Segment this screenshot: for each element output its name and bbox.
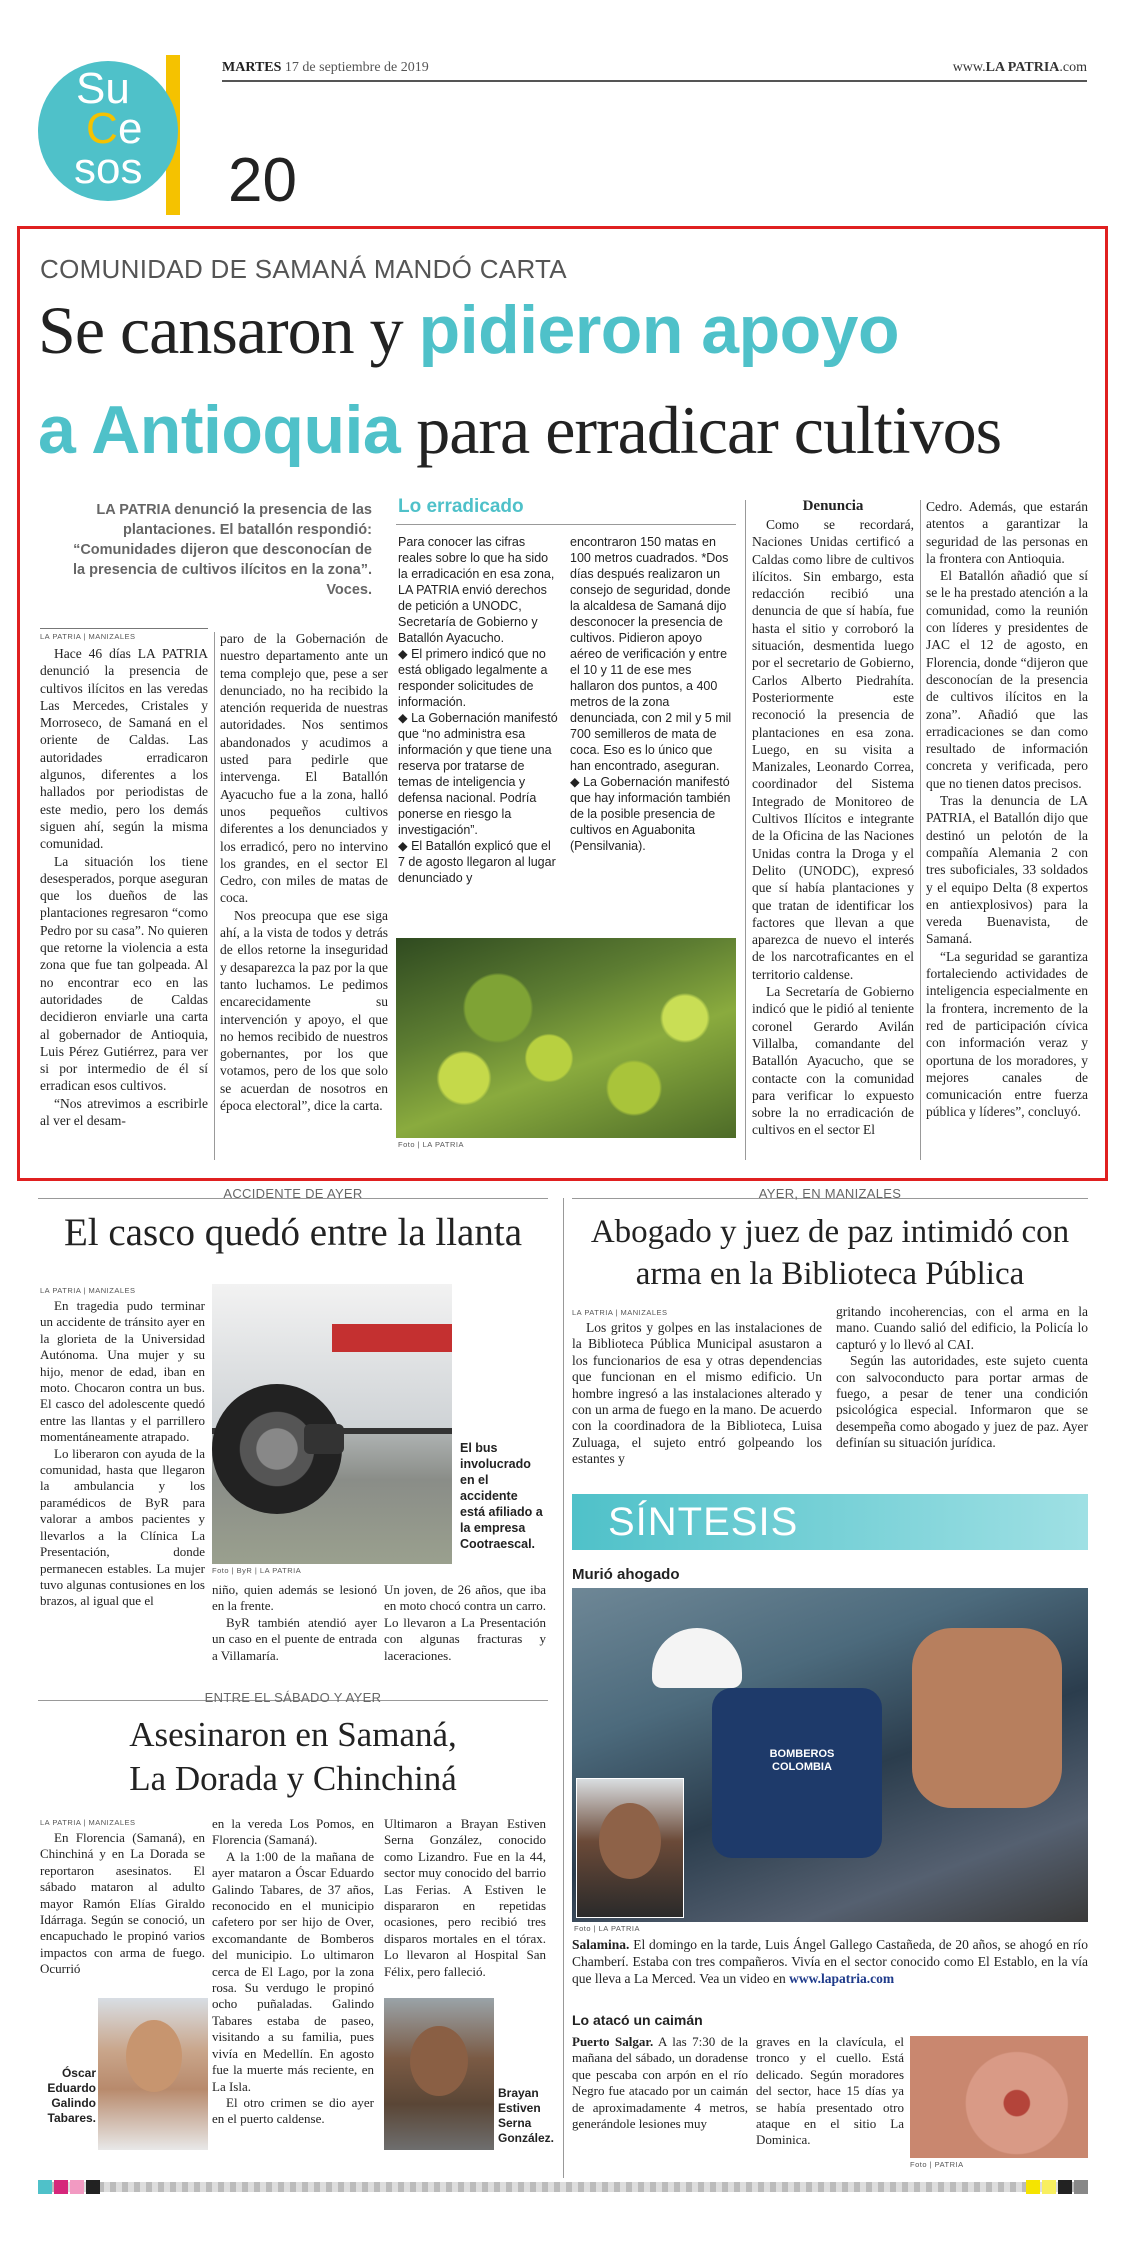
brayan-face [410, 2026, 468, 2096]
erradicado-title: Lo erradicado [398, 496, 524, 517]
lead-col1-p2: La situación los tiene desesperados, porque aseguran que los dueños de las plantaciones regresaron “como Pedro por su casa”. No quieren que retorne la violencia a esta zona que fue tan golpeada. Al no encontrar eco en las autoridades de Caldas decidieron enviarle una carta al gobernador de Antioquia, Luis Pérez Gutiérrez, para ver si por intermedio de él sí erradican esos cultivos. [40, 853, 208, 1094]
lower-center-divider [563, 1198, 564, 2178]
asesinaron-kicker: ENTRE EL SÁBADO Y AYER [204, 1690, 382, 1705]
lead-col2-p2: Nos preocupa que ese siga ahí, a la vista de todos y detrás de ellos retorne la inseguridad y desaparezca la paz por la que tanto luchamos. Le pedimos encarecidamente su intervención y apoyo, el que no hemos recibido de nuestros gobernantes, por los que votamos, pero de los que solo se acuerdan de nosotros en época electoral”, dice la carta. [220, 907, 388, 1114]
sintesis-banner [572, 1494, 1088, 1550]
inset-face [599, 1803, 661, 1879]
asesinaron-column-3 [384, 1816, 546, 1980]
wound-photo-credit: Foto | PATRIA [910, 2160, 964, 2169]
casco-column-3 [384, 1582, 546, 1664]
headline-part-a: Se cansaron y [38, 292, 419, 368]
casco-col2-p2: ByR también atendió ayer un caso en el puente de entrada a Villamaría. [212, 1614, 377, 1663]
erradicado-bullet-3: ◆ El Batallón explicó que el 7 de agosto llegaron al lugar denunciado y [398, 839, 556, 885]
abogado-headline-1: Abogado y juez de paz intimidó con [590, 1214, 1070, 1250]
brayan-caption: Brayan Estiven Serna González. [498, 2086, 555, 2145]
lead-col2-p1: paro de la Gobernación de nuestro departamento ante un tema complejo que, pese a ser denunciado, no ha recibido la atención requerida de nuestras autoridades. Nos sentimos abandonados y acudimos a usted para pedirle que intervenga. El Batallón Ayacucho fue a la zona, halló unos pequeños cultivos diferentes a los denunciados y los erradicó, pero no intervino los grandes, en el sector El Cedro, con miles de matas de coca. [220, 631, 388, 906]
lead-col4-p1: Como se recordará, Naciones Unidas certificó a Caldas como libre de cultivos ilícitos. Sin embargo, esta redacción recibió una denuncia de que sí había, fue hasta el sitio y corroboró la situación, desmentida luego por el secretario de Gobierno, Carlos Alberto Piedrahíta. Posteriormente este reconoció la presencia de plantaciones en esa zona. Luego, en su visita a Manizales, Leonardo Correa, coordinador del Sistema Integrado de Monitoreo de Cultivos Ilícitos e integrante de la Oficina de las Naciones Unidas contra la Droga y el Delito (UNODC), expresó que sí había plantaciones y que tratan de identificar los factores que llevan a que aparezca de nuevo el interés de los narcotraficantes en el territorio caldense. [752, 517, 914, 982]
abogado-kicker: AYER, EN MANIZALES [758, 1186, 902, 1201]
abogado-col2-p2: Según las autoridades, este sujeto cuenta con salvoconducto para portar armas de fuego, a pesar de tener una condición psicológica especial. Informaron que se desempeña como abogado y juez de paz. Ayer definían su situación jurídica. [836, 1353, 1088, 1451]
lapatria-link[interactable]: www.lapatria.com [789, 1971, 895, 1986]
erradicado-col2-text: encontraron 150 matas en 100 metros cuadrados. *Dos días después realizaron un consejo de seguridad, donde la alcaldesa de Samaná dijo desconocer la presencia de cultivos. Pidieron apoyo aéreo de verificación y entre el 10 y 11 de ese mes hallaron dos puntos, a 400 metros de la zona denunciada, con 2 mil y 5 mil 700 semilleros de mata de coca. Eso es lo único que han encontrado, aseguran. [570, 535, 732, 773]
wound-photo [910, 2036, 1088, 2158]
footer-swatch-gray [1074, 2180, 1088, 2194]
headline-part-b: pidieron apoyo [418, 292, 900, 368]
headline-part-c: a Antioquia [38, 392, 401, 468]
site-prefix: www. [952, 60, 986, 75]
lead-byline: LA PATRIA | MANIZALES [40, 632, 136, 641]
casco-byline: LA PATRIA | MANIZALES [40, 1286, 136, 1295]
ahogado-title: Murió ahogado [572, 1566, 680, 1583]
oscar-caption: Óscar Eduardo Galindo Tabares. [47, 2066, 96, 2125]
masthead-site[interactable] [953, 60, 1087, 76]
footer-swatch-yellow2 [1042, 2180, 1056, 2194]
lead-byline-rule [40, 628, 208, 629]
lead-col1-p3: “Nos atrevimos a escribirle al ver el desam- [40, 1095, 208, 1129]
erradicado-title-rule [396, 524, 736, 525]
caiman-column-1 [572, 2034, 748, 2132]
masthead-date [222, 60, 429, 76]
erradicado-bullet-4: ◆ La Gobernación manifestó que hay información también de la posible presencia de cultivos en Aguabonita (Pensilvania). [570, 775, 731, 853]
casco-column-1 [40, 1298, 205, 1610]
abogado-headline-2: arma en la Biblioteca Pública [635, 1256, 1025, 1292]
casco-col1-p2: Lo liberaron con ayuda de la comunidad, hasta que llegaron la ambulancia y los paramédicos de ByR para valorar a ambos pacientes y llevarlos a la Clínica La Presentación, donde permanecen estables. La mujer tuvo algunas contusiones en los brazos, al igual que el [40, 1445, 205, 1609]
logo-text-su: Su [76, 64, 130, 113]
lead-headline-line2 [38, 392, 1001, 468]
section-logo [38, 55, 180, 215]
erradicado-col-1 [398, 534, 560, 886]
abogado-col1-p1: Los gritos y golpes en las instalaciones de la Biblioteca Pública Municipal asustaron a los funcionarios de esa y otras dependencias que funcionan en el mismo edificio. Un hombre ingresó a las instalaciones alterado y con un arma de fuego en la mano. De acuerdo con la coordinadora de la Biblioteca, Luisa Zuluaga, el sujeto entró golpeando los estantes y [572, 1320, 822, 1467]
logo-text-e: e [118, 104, 143, 153]
brayan-photo [384, 1998, 494, 2150]
casco-headline: El casco quedó entre la llanta [63, 1211, 523, 1254]
masthead-day: MARTES [222, 60, 282, 75]
lead-col-divider-1 [214, 632, 215, 1160]
asesinaron-column-1 [40, 1830, 205, 1978]
footer-swatch-pink [70, 2180, 84, 2194]
footer-swatch-black2 [1058, 2180, 1072, 2194]
masthead-rule [222, 80, 1087, 82]
lead-summary: LA PATRIA denunció la presencia de las plantaciones. El batallón respondió: “Comunidades dijeron que desconocían de la presencia de cultivos ilícitos en la zona”. Voces. [73, 502, 372, 598]
sintesis-title: SÍNTESIS [608, 1500, 799, 1544]
helmet-debris [304, 1424, 344, 1454]
oscar-photo [98, 1998, 208, 2150]
abogado-column-1 [572, 1320, 822, 1468]
lead-col5-p3: Tras la denuncia de LA PATRIA, el Batallón dijo que destinó un pelotón de la compañía Alemania 2 con tres suboficiales, 33 soldados y el equipo Delta (8 expertos en antiexplosivos) para la vereda Buenavista, de Samaná. [926, 793, 1088, 947]
logo-text-sos: sos [74, 144, 143, 193]
site-suffix: .com [1059, 60, 1087, 75]
page-number: 20 [228, 146, 297, 215]
erradicado-bullet-1: ◆ El primero indicó que no está obligado legalmente a responder solicitudes de información. [398, 647, 548, 709]
inset-portrait [576, 1778, 684, 1918]
caiman-column-2 [756, 2034, 904, 2149]
lead-column-4 [752, 516, 914, 1139]
logo-text-c: C [86, 104, 118, 153]
coca-field-photo [396, 938, 736, 1138]
site-name: LA PATRIA [985, 60, 1060, 75]
asesinaron-col1-p1: En Florencia (Samaná), en Chinchiná y en La Dorada se reportaron asesinatos. El sábado mataron al adulto mayor Ramón Elías Giraldo Idárraga. Según se conoció, un encapuchado le propinó varios impactos con arma de fuego. Ocurrió [40, 1830, 205, 1977]
lead-col5-p2: El Batallón añadió que sí se le ha prestado atención a la comunidad, como la reunión con líderes y presidentes de JAC el 12 de agosto, en Florencia, donde “dijeron que desconocían de la presencia de cultivos ilícitos en la zona”. Añadió que las erradicaciones se dan como resultado de información concreta y verificada, pero que no tienen datos precisos. [926, 568, 1088, 791]
footer-swatch-magenta [54, 2180, 68, 2194]
ahogado-text [572, 1936, 1088, 1987]
casco-col2-p1: niño, quien además se lesionó en la frente. [212, 1582, 377, 1614]
caiman-col2-p: graves en la clavícula, el tronco y el cuello. Está delicado. Según moradores del sector, hace 15 días ya se había presentado otro ataque en el sitio La Dominica. [756, 2034, 904, 2148]
footer-swatch-black [86, 2180, 100, 2194]
lead-headline-line1 [38, 292, 899, 368]
casco-column-2 [212, 1582, 377, 1664]
lead-col-divider-4 [920, 500, 921, 1160]
asesinaron-byline: LA PATRIA | MANIZALES [40, 1818, 136, 1827]
erradicado-col-2 [570, 534, 734, 854]
erradicado-bullet-2: ◆ La Gobernación manifestó que “no administra esa información y que tiene una reserva por tratarse de temas de inteligencia y defensa nacional. Podría ponerse en riesgo la investigación”. [398, 711, 558, 837]
bus-photo-credit: Foto | ByR | LA PATRIA [212, 1566, 302, 1575]
casco-col1-p1: En tragedia pudo terminar un accidente de tránsito ayer en la glorieta de la Universidad Autónoma. Una mujer y su hijo, menor de edad, iban en moto. Chocaron contra un bus. El casco del adolescente quedó entre las llantas y el parrillero momentáneamente atrapado. [40, 1298, 205, 1445]
lead-column-2 [220, 630, 388, 1114]
erradicado-box [396, 490, 736, 1150]
lead-col-divider-3 [745, 500, 746, 1160]
lead-col5-p4: “La seguridad se garantiza fortaleciendo actividades de inteligencia especialmente en la frontera, incremento de la red de participación cívica con información veraz y oportuna de los moradores, y mejores canales de comunicación entre fuerza pública y líderes”, concluyó. [926, 948, 1088, 1120]
abogado-byline: LA PATRIA | MANIZALES [572, 1308, 668, 1317]
asesinaron-col2-p1: en la vereda Los Pomos, en Florencia (Samaná). [212, 1816, 374, 1848]
caiman-lead: Puerto Salgar. [572, 2034, 654, 2049]
asesinaron-headline-2: La Dorada y Chinchiná [129, 1759, 457, 1798]
asesinaron-col2-p2: A la 1:00 de la mañana de ayer mataron a Óscar Eduardo Galindo Tabares, de 37 años, reconocido en el municipio cafetero por ser hijo de Over, excomandante de Bomberos del municipio. Lo ultimaron cerca de El Lago, por la zona rosa. Su verdugo le propinó ocho puñaladas. Galindo Tabares estaba de paseo, visitando a su familia, pues vivía en Medellín. En agosto fue la muerte más reciente, en La Isla. [212, 1848, 374, 2094]
vest-text: BOMBEROS COLOMBIA [769, 1748, 835, 1773]
rescuer-helmet [652, 1628, 742, 1688]
erradicado-intro: Para conocer las cifras reales sobre lo que ha sido la erradicación en esa zona, LA PATRIA envió derechos de petición a UNODC, Secretaría de Gobierno y Batallón Ayacucho. [398, 535, 555, 645]
bus-caption: El bus involucrado en el accidente está afiliado a la empresa Cootraescal. [460, 1441, 543, 1551]
footer-swatch-yellow [1026, 2180, 1040, 2194]
masthead-date-text: 17 de septiembre de 2019 [284, 60, 429, 75]
asesinaron-col2-p3: El otro crimen se dio ayer en el puerto caldense. [212, 2094, 374, 2127]
bus-photo [212, 1284, 452, 1564]
bus-red-stripe [332, 1324, 452, 1352]
casco-kicker: ACCIDENTE DE AYER [223, 1186, 363, 1201]
caiman-title: Lo atacó un caimán [572, 2012, 703, 2028]
oscar-face [126, 2020, 182, 2092]
caiman-col1-text: A las 7:30 de la mañana del sábado, un doradense que pescaba con arpón en el río Negro fue atacado por un caimán de aproximadamente 4 metros, generándole lesiones muy [572, 2034, 748, 2132]
lead-col5-p1: Cedro. Además, que estarán atentos a garantizar la seguridad de las personas en la frontera con Antioquia. [926, 499, 1088, 566]
lead-column-5 [926, 498, 1088, 1121]
abogado-column-2 [836, 1304, 1088, 1452]
asesinaron-col3-p1: Ultimaron a Brayan Estiven Serna González, conocido como Lizandro. Fue en la 44, sector muy conocido del barrio Las Ferias. A Estiven le dispararon en repetidas ocasiones, pero recibió tres disparos mortales en el tórax. Lo llevaron al Hospital San Félix, pero falleció. [384, 1816, 546, 1979]
ahogado-body: El domingo en la tarde, Luis Ángel Gallego Castañeda, de 20 años, se ahogó en río Chamberí. Estaba con tres compañeros. Vivía en el sector conocido como El Establo, en la vía que lleva a La Merced. Vea un video en [572, 1937, 1088, 1986]
headline-part-d: para erradicar cultivos [400, 392, 1002, 468]
casco-col3-p1: Un joven, de 26 años, que iba en moto chocó contra un carro. Lo llevaron a La Presentación con algunas fracturas y laceraciones. [384, 1582, 546, 1663]
ahogado-lead: Salamina. [572, 1937, 630, 1952]
lead-col1-p1: Hace 46 días LA PATRIA denunció la presencia de cultivos ilícitos en las veredas Las Mercedes, Cristales y Morroseco, de Samaná en el oriente de Caldas. Las autoridades erradicaron algunos, diferentes a los hallados por periodistas de este medio, pero los demás siguen ahí, según la misma comunidad. [40, 646, 208, 852]
asesinaron-column-2 [212, 1816, 374, 2128]
lead-col4-p2: La Secretaría de Gobierno indicó que le pidió al teniente coronel Gerardo Avilán Villalba, comandante del Batallón Ayacucho, que se contacte con la comunidad para verificar lo expuesto sobre la no erradicación de cultivos en el sector El [752, 984, 914, 1138]
footer-bar [38, 2182, 1088, 2192]
abogado-col2-p1: gritando incoherencias, con el arma en la mano. Cuando salió del edificio, la Policía lo capturó y lo llevó al CAI. [836, 1304, 1088, 1352]
footer-swatch-cyan [38, 2180, 52, 2194]
lead-column-1 [40, 645, 208, 1129]
coca-photo-credit: Foto | LA PATRIA [398, 1140, 464, 1149]
rescue-photo-credit: Foto | LA PATRIA [574, 1924, 640, 1933]
swimmer-body [912, 1628, 1062, 1808]
asesinaron-headline-1: Asesinaron en Samaná, [129, 1715, 457, 1754]
denuncia-title: Denuncia [802, 498, 864, 514]
rescue-photo [572, 1588, 1088, 1922]
caiman-col1-p [572, 2034, 748, 2132]
lead-kicker: COMUNIDAD DE SAMANÁ MANDÓ CARTA [40, 254, 567, 284]
